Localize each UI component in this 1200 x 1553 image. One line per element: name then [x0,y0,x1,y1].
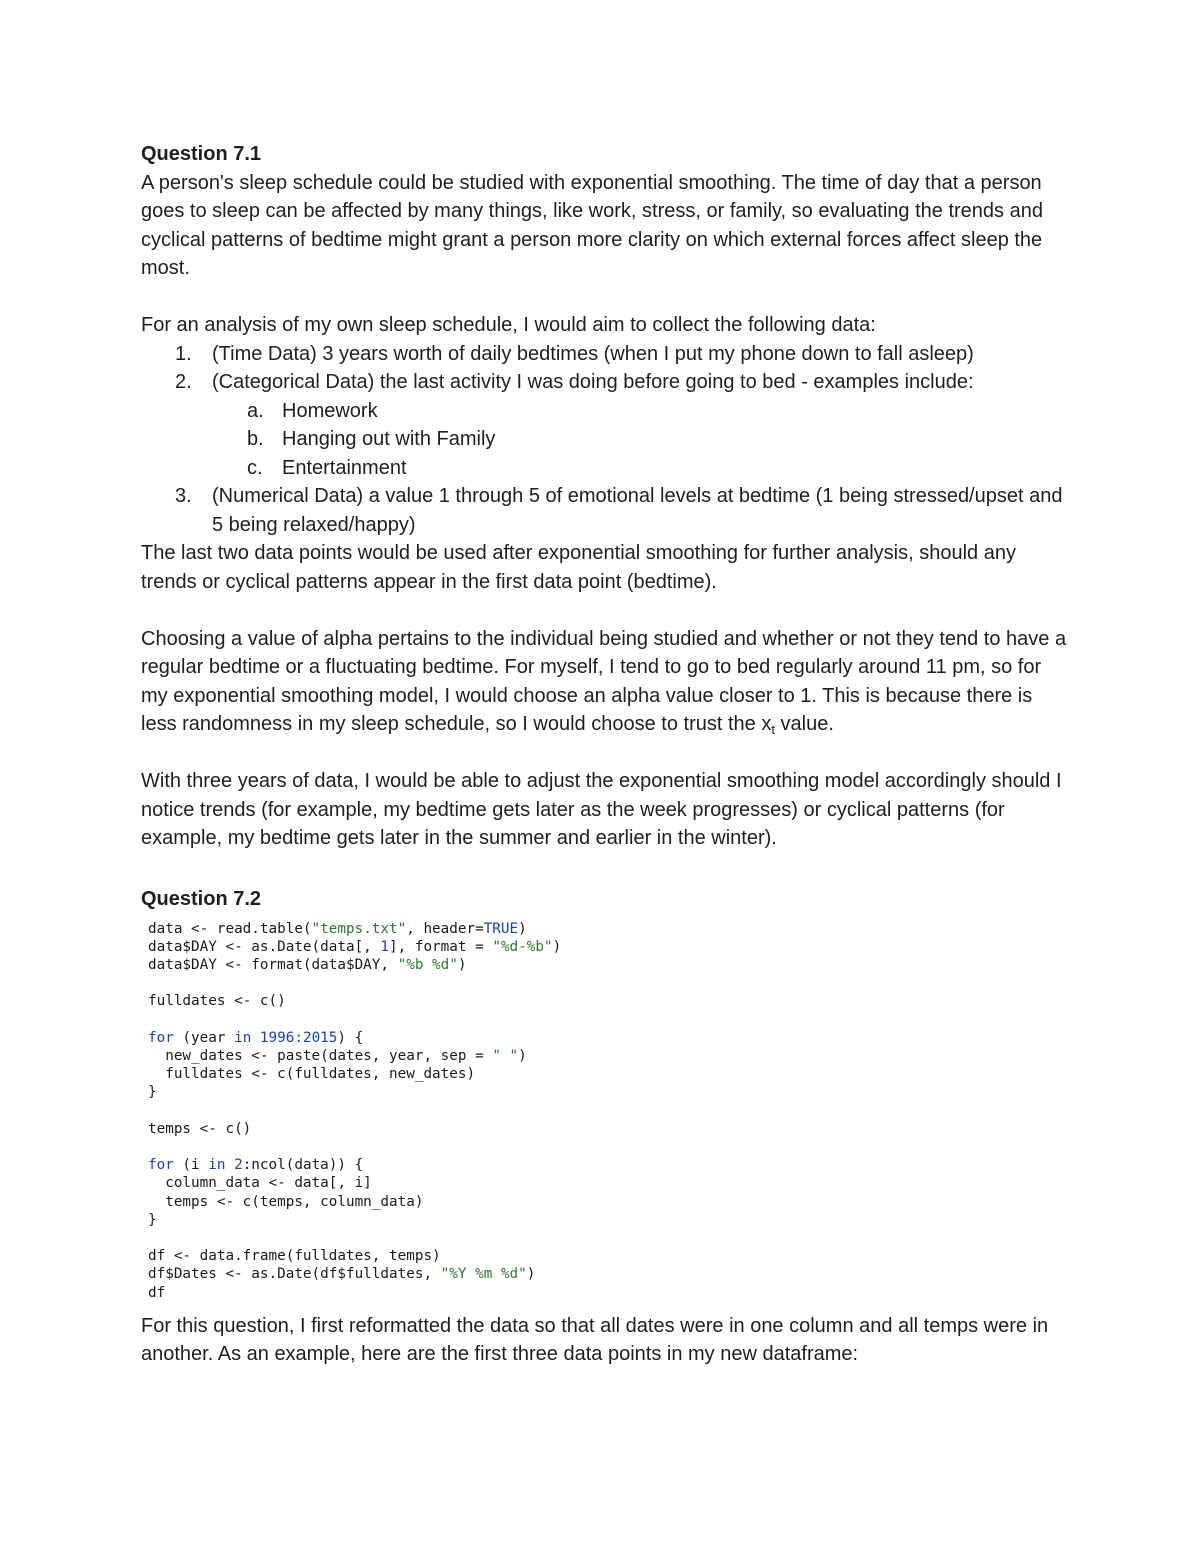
question-7-2-heading: Question 7.2 [141,888,262,910]
list-number: 3. [175,485,192,507]
sublist-item-text: Homework [282,399,378,422]
document-content [141,140,1071,1369]
sublist-letter: a. [247,399,264,422]
sublist-item [141,454,1071,483]
list-item [141,482,1071,539]
r-code-block: data <- read.table("temps.txt", header=TRUE) data$DAY <- as.Date(data[, 1], format = "%d-%b") data$DAY <- format(data$DAY, "%b %d") fulldates <- c() for (year in 1996:2015) { new_dates <- paste(dates, year, sep = " ") fulldates <- c(fulldates, new_dates) } temps <- c() for (i in 2:ncol(data)) { column_data <- data[, i] temps <- c(temps, column_data) } df <- data.frame(fulldates, temps) df$Dates <- as.Date(df$fulldates, "%Y %m %d") df [148,920,562,1301]
subscript-t: t [771,722,775,737]
data-collection-list [141,340,1071,540]
sublist-letter: c. [247,456,263,479]
q71-paragraph-5: With three years of data, I would be able to adjust the exponential smoothing model accordingly should I notice trends (for example, my bedtime gets later as the week progresses) or cyclical patterns (for example, my bedtime gets later in the summer and earlier in the winter). [141,770,1062,849]
question-7-1-heading: Question 7.1 [141,143,262,165]
q71-paragraph-4 [141,625,1071,739]
list-number: 1. [175,342,192,365]
list-item-text: (Numerical Data) a value 1 through 5 of emotional levels at bedtime (1 being stressed/upset and 5 being relaxed/happy) [212,485,1063,536]
sublist-item-text: Hanging out with Family [282,428,496,450]
sublist-item [141,425,1071,454]
q71-paragraph-3: The last two data points would be used after exponential smoothing for further analysis, should any trends or cyclical patterns appear in the first data point (bedtime). [141,542,1016,593]
sublist-item-text: Entertainment [282,456,407,479]
sublist-letter: b. [247,428,264,450]
q71-paragraph-4-text: Choosing a value of alpha pertains to the individual being studied and whether or not they tend to have a regular bedtime or a fluctuating bedtime. For myself, I tend to go to bed regularly around 11 pm, so for my exponential smoothing model, I would choose an alpha value closer to 1. This is because there is less randomness in my sleep schedule, so I would choose to trust the x [141,627,1067,735]
list-item-text: (Categorical Data) the last activity I was doing before going to bed - examples include: [212,371,974,393]
q71-paragraph-4-end: value. [774,713,834,735]
list-item [141,340,1071,369]
q72-paragraph-1: For this question, I first reformatted the data so that all dates were in one column and all temps were in another. As an example, here are the first three data points in my new dataframe: [141,1314,1049,1366]
list-number: 2. [175,371,192,393]
q71-paragraph-2: For an analysis of my own sleep schedule, I would aim to collect the following data: [141,314,876,336]
list-item [141,368,1071,397]
list-item-text: (Time Data) 3 years worth of daily bedtimes (when I put my phone down to fall asleep) [212,342,974,365]
q71-paragraph-1: A person's sleep schedule could be studied with exponential smoothing. The time of day that a person goes to sleep can be affected by many things, like work, stress, or family, so evaluating the trends and cyclical patterns of bedtime might grant a person more clarity on which external forces affect sleep the most. [141,171,1043,279]
sublist-item [141,397,1071,426]
